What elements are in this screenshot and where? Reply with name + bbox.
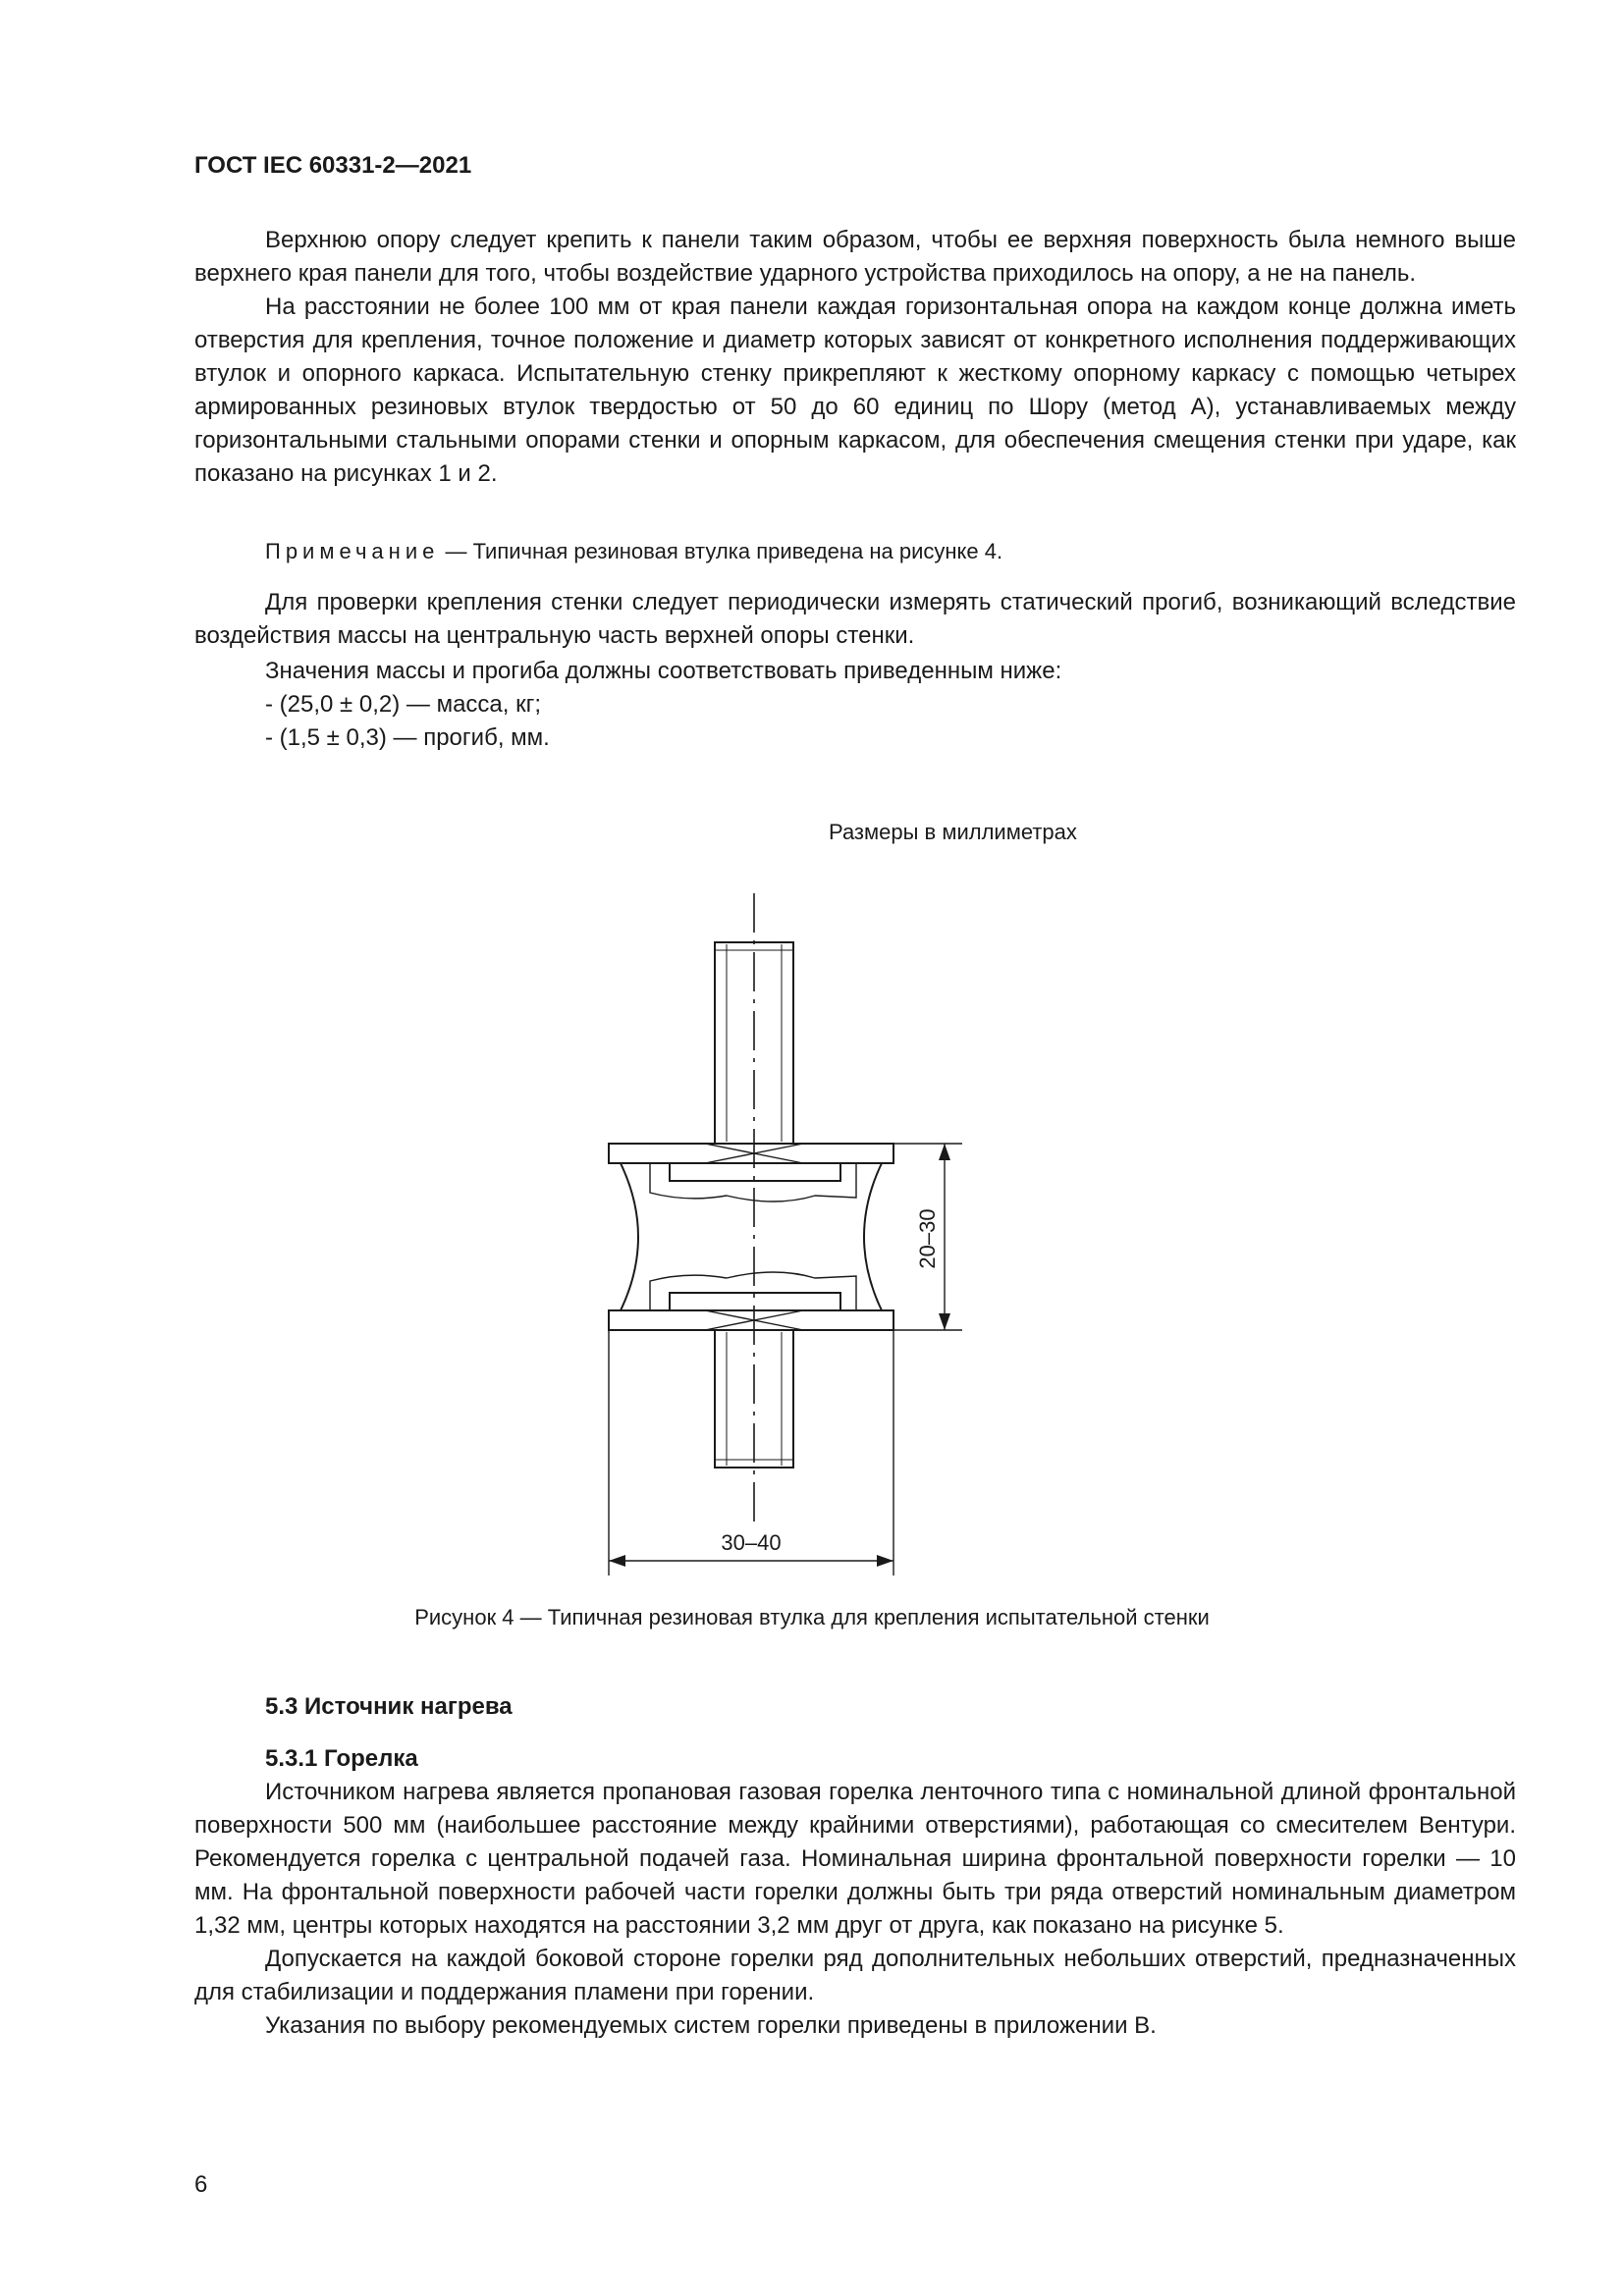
paragraph: Источником нагрева является пропановая газовая горелка ленточного типа с номинальной длиной фронтальной поверхности 500 мм (наибольшее расстояние между крайними отверстиями), работающая со смесителем Вентури. Рекомендуется горелка с центральной подачей газа. Номинальная ширина фронтальной поверхности горелки — 10 мм. На фронтальной поверхности рабочей части горелки должны быть три ряда отверстий номинальным диаметром 1,32 мм, центры которых находятся на расстоянии 3,2 мм друг от друга, как показано на рисунке 5. — [194, 1779, 1516, 1939]
height-dimension-label: 20–30 — [915, 1208, 940, 1269]
paragraph: Для проверки крепления стенки следует периодически измерять статический прогиб, возникающий вследствие воздействия массы на центральную часть верхней опоры стенки. — [194, 589, 1516, 649]
section-text — [194, 1776, 1516, 2043]
rubber-body — [621, 1163, 882, 1310]
upper-insert — [670, 1163, 840, 1181]
figure-caption: Рисунок 4 — Типичная резиновая втулка для крепления испытательной стенки — [414, 1605, 1210, 1629]
lower-insert — [670, 1293, 840, 1310]
note-text: — Типичная резиновая втулка приведена на рисунке 4. — [439, 539, 1003, 563]
subsection-heading: 5.3.1 Горелка — [265, 1745, 418, 1772]
values-intro: Значения массы и прогиба должны соответствовать приведенным ниже: — [265, 658, 1062, 684]
list-item: - (1,5 ± 0,3) — прогиб, мм. — [265, 724, 550, 751]
list-item: - (25,0 ± 0,2) — масса, кг; — [265, 691, 542, 718]
paragraph: Верхнюю опору следует крепить к панели таким образом, чтобы ее верхняя поверхность была немного выше верхнего края панели для того, чтобы воздействие ударного устройства приходилось на опору, а не на панель. — [194, 227, 1516, 287]
dimensions-note: Размеры в миллиметрах — [829, 820, 1077, 844]
width-dimension-label: 30–40 — [721, 1530, 782, 1555]
document-header: ГОСТ IEC 60331-2—2021 — [194, 152, 472, 179]
paragraph: На расстоянии не более 100 мм от края панели каждая горизонтальная опора на каждом конце должна иметь отверстия для крепления, точное положение и диаметр которых зависят от конкретного исполнения поддерживающих втулок и опорного каркаса. Испытательную стенку прикрепляют к жесткому опорному каркасу с помощью четырех армированных резиновых втулок твердостью от 50 до 60 единиц по Шору (метод А), устанавливаемых между горизонтальными стальными опорами стенки и опорным каркасом, для обеспечения смещения стенки при ударе, как показано на рисунках 1 и 2. — [194, 294, 1516, 487]
page-number: 6 — [194, 2171, 208, 2198]
section-heading: 5.3 Источник нагрева — [265, 1693, 513, 1720]
note-label: Примечание — [265, 539, 440, 563]
paragraph: Указания по выбору рекомендуемых систем горелки приведены в приложении В. — [265, 2012, 1157, 2039]
paragraph: Допускается на каждой боковой стороне горелки ряд дополнительных небольших отверстий, предназначенных для стабилизации и поддержания пламени при горении. — [194, 1946, 1516, 2005]
